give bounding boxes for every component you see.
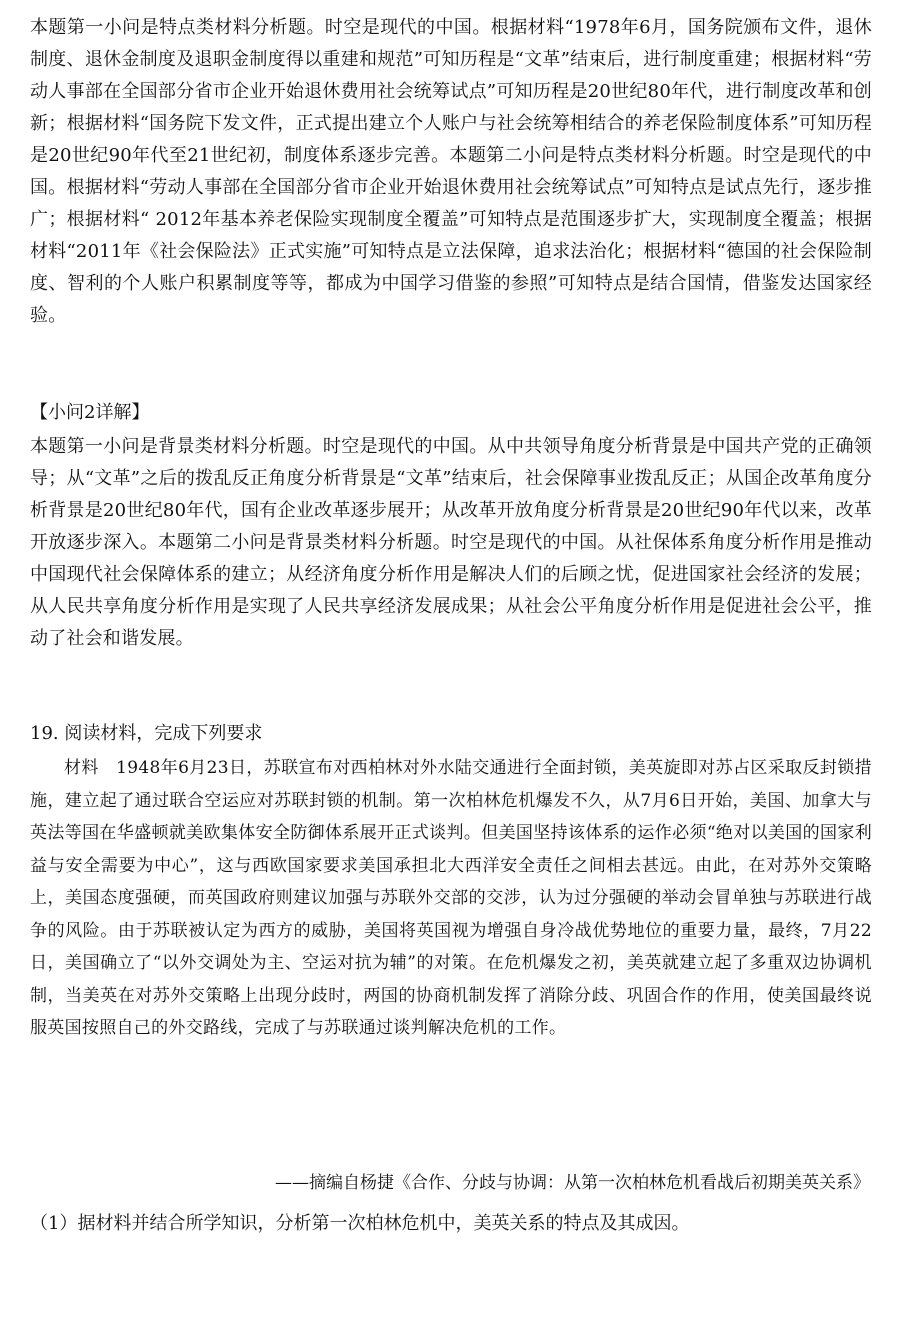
question-19-title: 19. 阅读材料，完成下列要求 bbox=[30, 723, 263, 744]
material-paragraph: 材料 1948年6月23日，苏联宣布对西柏林对外水陆交通进行全面封锁，美英旋即对苏占区采取反封锁措施，建立起了通过联合空运应对苏联封锁的机制。第一次柏林危机爆发不久，从7月6日开始，美国、加拿大与英法等国在华盛顿就美欧集体安全防御体系展开正式谈判。但美国坚持该体系的运作必须“绝对以美国的国家利益与安全需要为中心”，这与西欧国家要求美国承担北大西洋安全责任之间相去甚远。由此，在对苏外交策略上，美国态度强硬，而英国政府则建议加强与苏联外交部的交涉，认为过分强硬的举动会冒单独与苏联进行战争的风险。由于苏联被认定为西方的威胁，美国将英国视为增强自身冷战优势地位的重要力量，最终，7月22日，美国确立了“以外交调处为主、空运对抗为辅”的对策。在危机爆发之初，美英就建立起了多重双边协调机制，当美英在对苏外交策略上出现分歧时，两国的协商机制发挥了消除分歧、巩固合作的作用，使美国最终说服英国按照自己的外交路线，完成了与苏联通过谈判解决危机的工作。 bbox=[30, 758, 872, 1038]
sub-question-2-heading: 【小问2详解】 bbox=[30, 402, 150, 423]
question-19-part-1: （1）据材料并结合所学知识，分析第一次柏林危机中，美英关系的特点及其成因。 bbox=[30, 1213, 690, 1234]
analysis-paragraph-1: 本题第一小问是特点类材料分析题。时空是现代的中国。根据材料“1978年6月，国务院颁布文件，退休制度、退休金制度及退职金制度得以重建和规范”可知历程是“文革”结束后，进行制度重建；根据材料“劳动人事部在全国部分省市企业开始退休费用社会统筹试点”可知历程是20世纪80年代，进行制度改革和创新；根据材料“国务院下发文件，正式提出建立个人账户与社会统筹相结合的养老保险制度体系”可知历程是20世纪90年代至21世纪初，制度体系逐步完善。本题第二小问是特点类材料分析题。时空是现代的中国。根据材料“劳动人事部在全国部分省市企业开始退休费用社会统筹试点”可知特点是试点先行，逐步推广；根据材料“ 2012年基本养老保险实现制度全覆盖”可知特点是范围逐步扩大，实现制度全覆盖；根据材料“2011年《社会保险法》正式实施”可知特点是立法保障，追求法治化；根据材料“德国的社会保险制度、智利的个人账户积累制度等等，都成为中国学习借鉴的参照”可知特点是结合国情，借鉴发达国家经验。 bbox=[30, 17, 872, 326]
analysis-paragraph-2: 本题第一小问是背景类材料分析题。时空是现代的中国。从中共领导角度分析背景是中国共产党的正确领导；从“文革”之后的拨乱反正角度分析背景是“文革”结束后，社会保障事业拨乱反正；从国企改革角度分析背景是20世纪80年代，国有企业改革逐步展开；从改革开放角度分析背景是20世纪90年代以来，改革开放逐步深入。本题第二小问是背景类材料分析题。时空是现代的中国。从社保体系角度分析作用是推动中国现代社会保障体系的建立；从经济角度分析作用是解决人们的后顾之忧，促进国家社会经济的发展；从人民共享角度分析作用是实现了人民共享经济发展成果；从社会公平角度分析作用是促进社会公平，推动了社会和谐发展。 bbox=[30, 436, 872, 649]
material-source: ——摘编自杨捷《合作、分歧与协调：从第一次柏林危机看战后初期美英关系》 bbox=[275, 1173, 870, 1193]
